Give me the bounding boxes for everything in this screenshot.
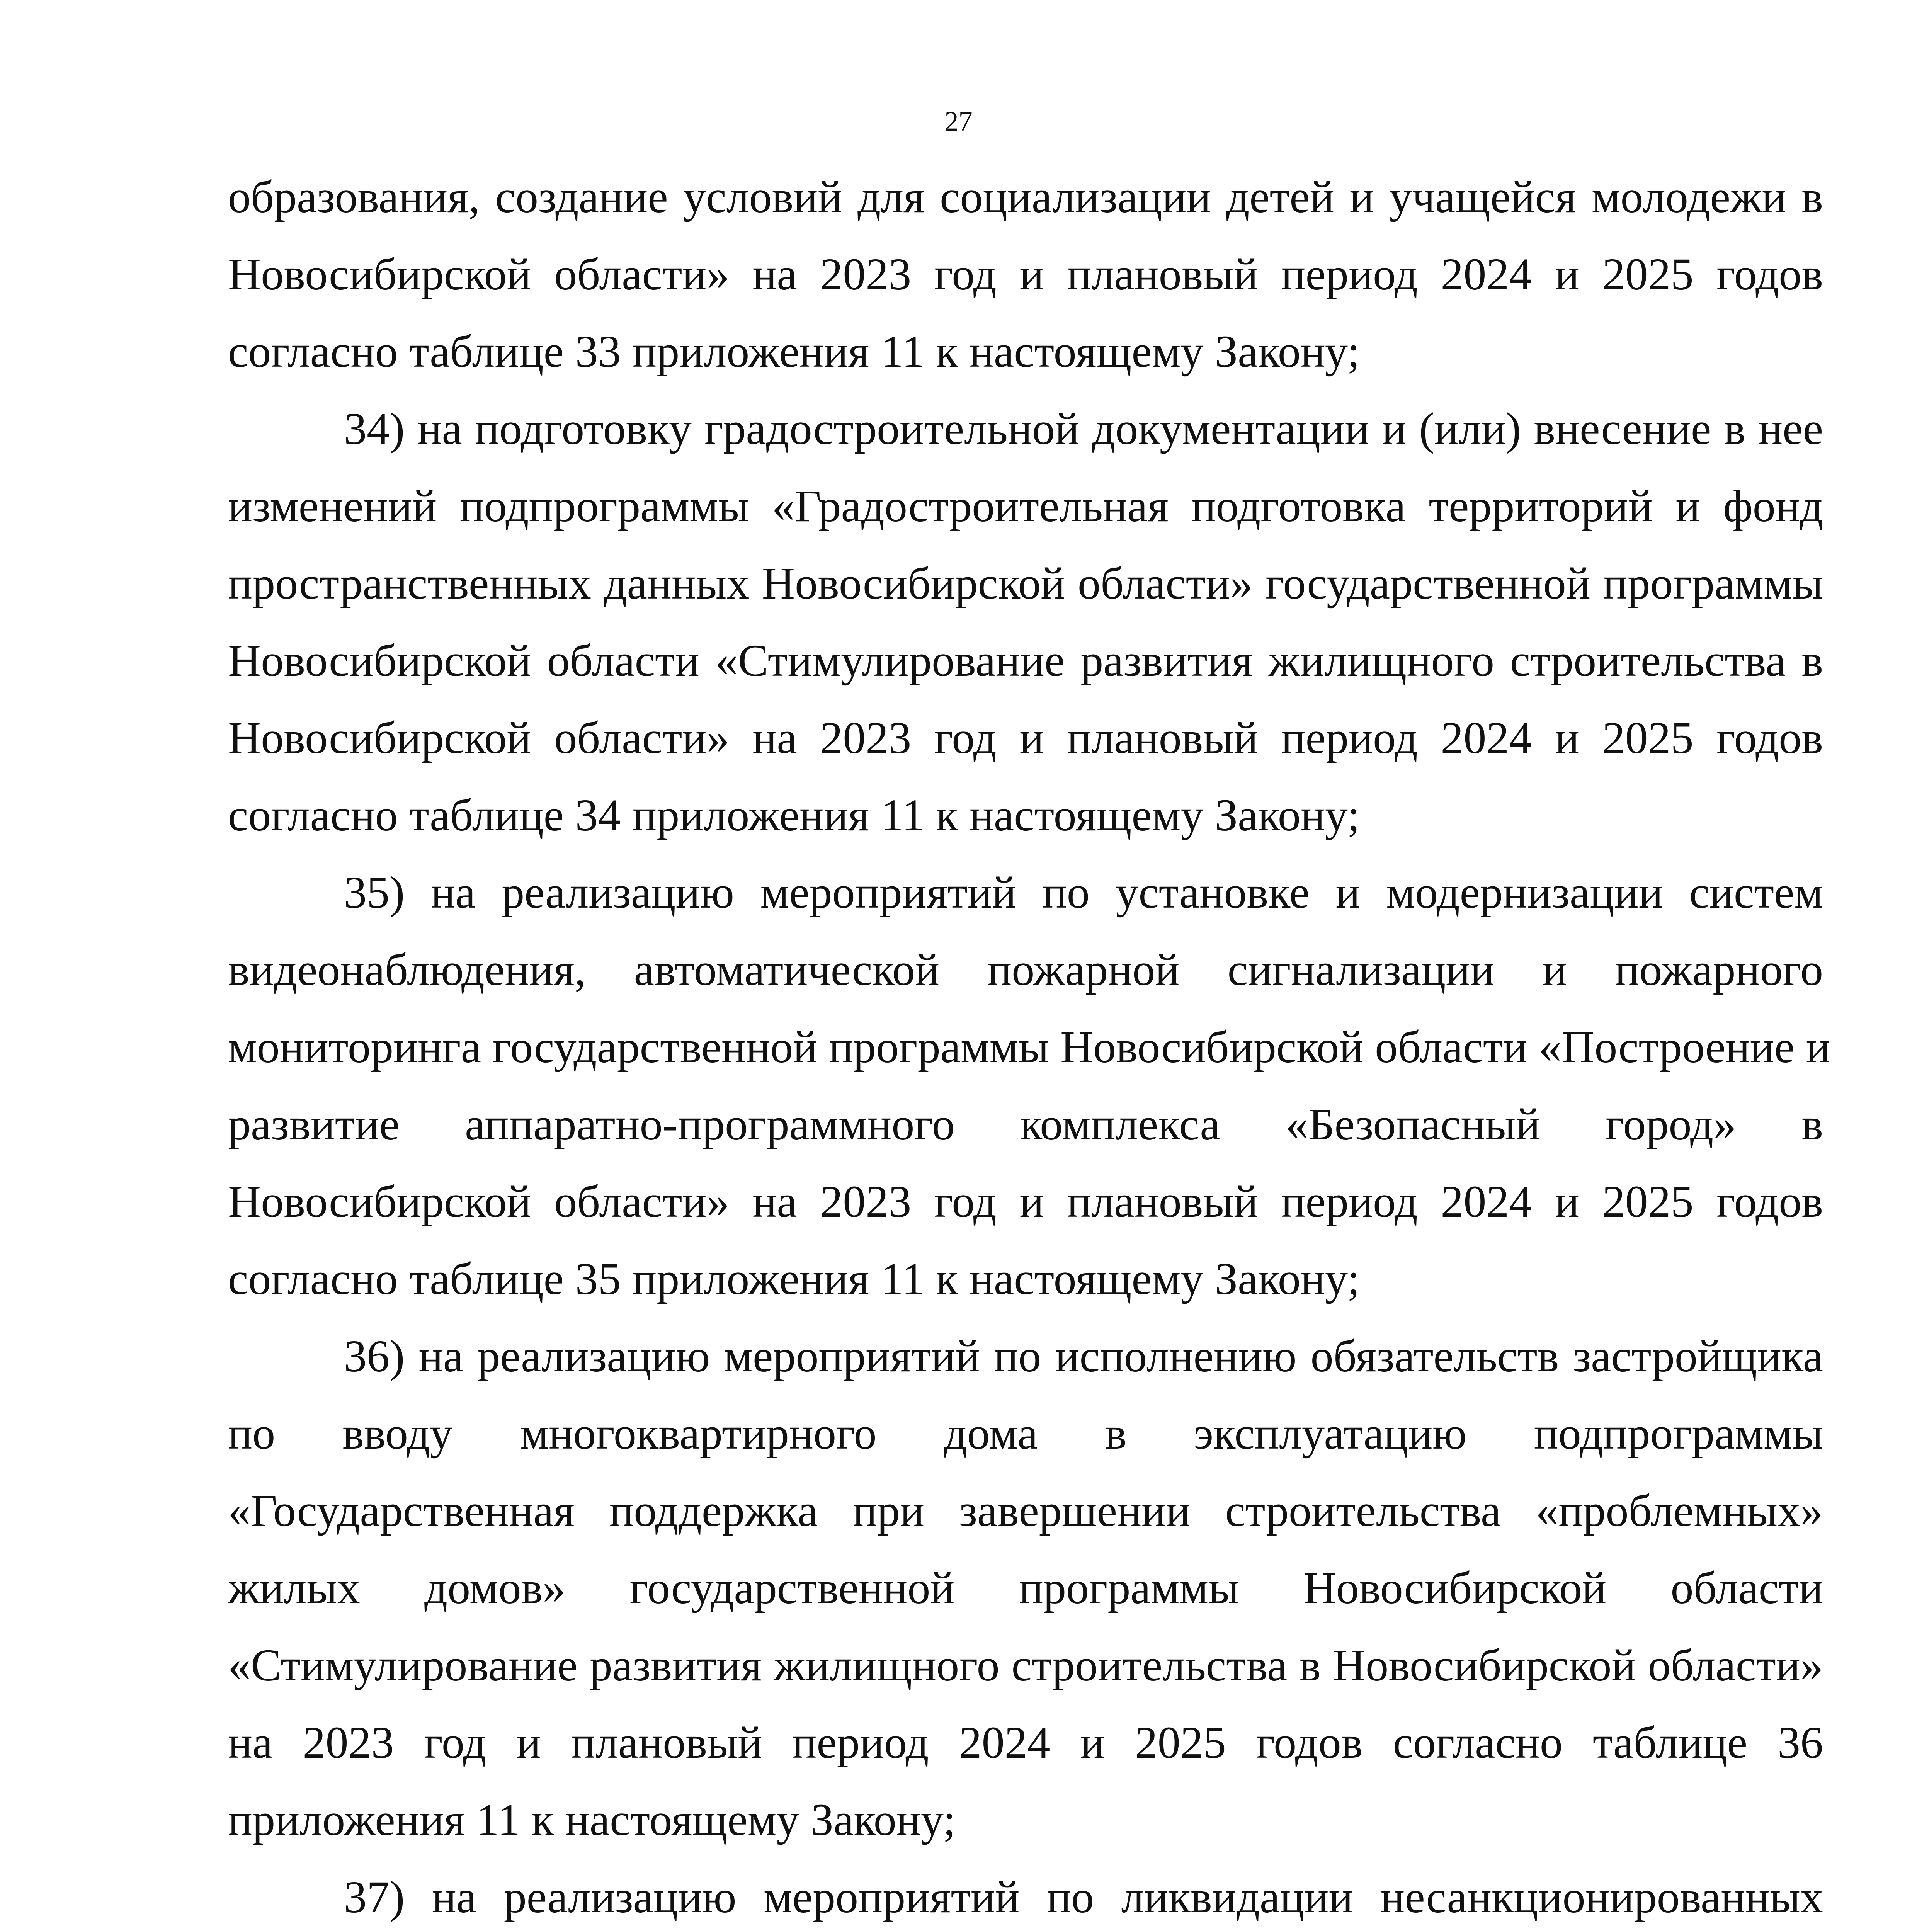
text-line: на 2023 год и плановый период 2024 и 2025 годов согласно таблице 36 <box>228 1717 1823 1768</box>
text-line: 34) на подготовку градостроительной документации и (или) внесение в нее <box>344 403 1823 454</box>
text-line: мониторинга государственной программы Новосибирской области «Построение и <box>228 1022 1830 1072</box>
text-line: по вводу многоквартирного дома в эксплуатацию подпрограммы <box>228 1408 1823 1459</box>
text-line: «Стимулирование развития жилищного строительства в Новосибирской области» <box>228 1640 1823 1690</box>
text-line: согласно таблице 35 приложения 11 к настоящему Закону; <box>228 1253 1360 1304</box>
text-line: согласно таблице 33 приложения 11 к настоящему Закону; <box>228 326 1360 377</box>
body-text <box>228 158 1830 1932</box>
text-line: 35) на реализацию мероприятий по установке и модернизации систем <box>344 867 1823 918</box>
text-line: Новосибирской области» на 2023 год и плановый период 2024 и 2025 годов <box>228 1176 1823 1227</box>
text-line: «Государственная поддержка при завершении строительства «проблемных» <box>228 1485 1823 1536</box>
text-line: Новосибирской области «Стимулирование развития жилищного строительства в <box>228 635 1823 686</box>
text-line: жилых домов» государственной программы Новосибирской области <box>228 1563 1823 1613</box>
text-line: Новосибирской области» на 2023 год и плановый период 2024 и 2025 годов <box>228 249 1823 299</box>
text-line: изменений подпрограммы «Градостроительная подготовка территорий и фонд <box>228 481 1823 531</box>
page-number: 27 <box>944 106 973 137</box>
text-line: образования, создание условий для социализации детей и учащейся молодежи в <box>228 172 1823 222</box>
text-line: согласно таблице 34 приложения 11 к настоящему Закону; <box>228 790 1360 840</box>
text-line: 37) на реализацию мероприятий по ликвидации несанкционированных <box>344 1872 1823 1922</box>
text-line: развитие аппаратно-программного комплекса «Безопасный город» в <box>228 1099 1823 1150</box>
text-line: 36) на реализацию мероприятий по исполнению обязательств застройщика <box>344 1331 1823 1381</box>
text-line: приложения 11 к настоящему Закону; <box>228 1794 956 1845</box>
text-line: пространственных данных Новосибирской области» государственной программы <box>228 558 1823 609</box>
text-line: видеонаблюдения, автоматической пожарной сигнализации и пожарного <box>228 944 1823 995</box>
text-line: Новосибирской области» на 2023 год и плановый период 2024 и 2025 годов <box>228 713 1823 763</box>
